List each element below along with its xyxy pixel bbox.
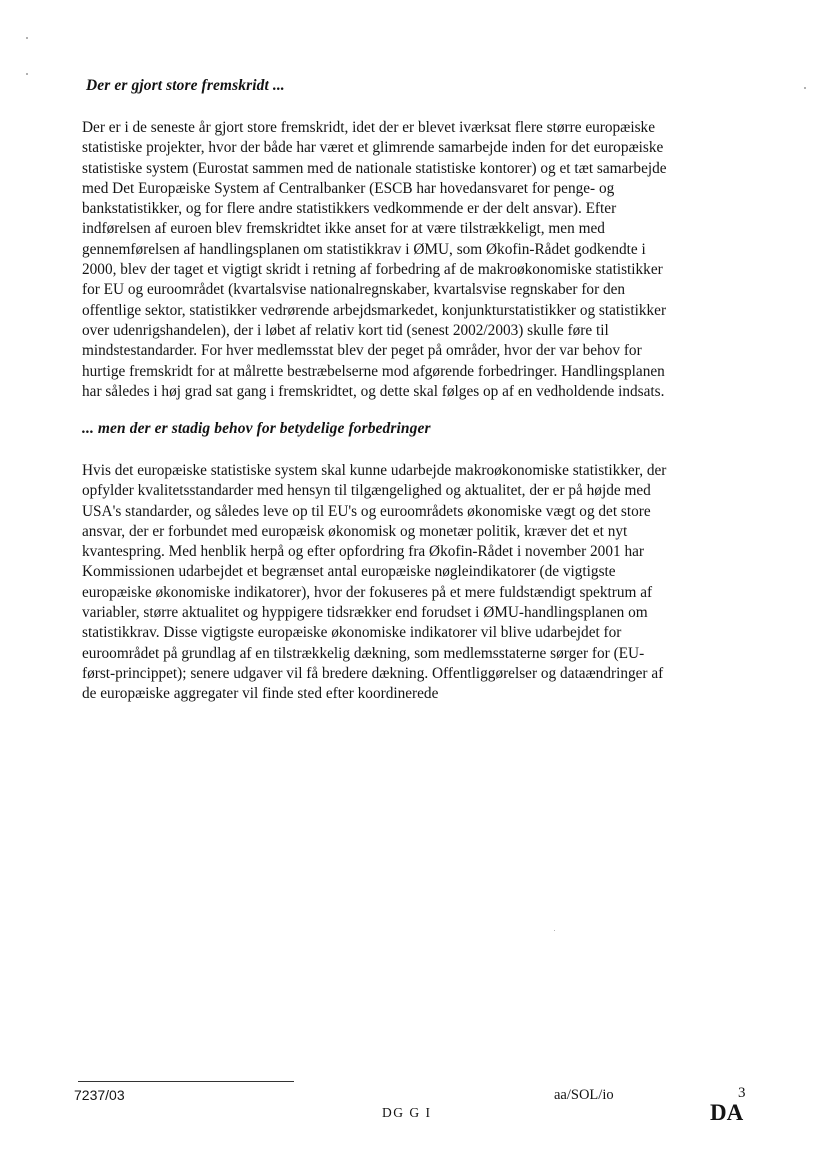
text-line: med Det Europæiske System af Centralbanker (ESCB har hovedansvaret for penge- og xyxy=(82,179,615,197)
text-line: Kommissionen udarbejdet et begrænset antal europæiske nøgleindikatorer (de vigtigste xyxy=(82,563,616,581)
section-heading-improvements: ... men der er stadig behov for betydelige forbedringer xyxy=(82,420,431,437)
text-line: hurtige fremskridt for at målrette bestræbelserne mod afgørende forbedringer. Handlingsplanen xyxy=(82,362,665,380)
text-line: europæiske økonomiske indikatorer), hvor der fokuseres på et mere fuldstændigt spektrum af xyxy=(82,583,653,601)
text-line: opfylder kvalitetsstandarder med hensyn til tilgængelighed og aktualitet, der er på højde med xyxy=(82,482,651,500)
text-line: først-princippet); senere udgaver vil få bredere dækning. Offentliggørelser og dataændringer af xyxy=(82,664,664,682)
text-line: Der er i de seneste år gjort store fremskridt, idet der er blevet iværksat flere større europæiske xyxy=(82,119,655,136)
paragraph-improvements xyxy=(82,461,762,705)
text-line: mindstestandarder. For hver medlemsstat blev der peget på områder, hvor der var behov for xyxy=(82,342,642,360)
text-line: statistikkrav. Disse vigtigste europæiske økonomiske indikatorer vil blive udarbejdet for xyxy=(82,624,622,642)
text-line: 2000, blev der taget et vigtigt skridt i retning af forbedring af de makroøkonomiske statistikker xyxy=(82,261,663,279)
text-line: indførelsen af euroen blev fremskridtet ikke anset for at være tilstrækkeligt, men med xyxy=(82,220,605,238)
text-line: Hvis det europæiske statistiske system skal kunne udarbejde makroøkonomiske statistikker, der xyxy=(82,462,667,479)
scan-speck xyxy=(26,73,28,75)
directorate-code: DG G I xyxy=(382,1105,432,1120)
text-line: for EU og euroområdet (kvartalsvise nationalregnskaber, kvartalsvise regnskaber for den xyxy=(82,281,626,299)
text-line: USA's standarder, og således leve op til EU's og euroområdets økonomiske vægt og det store xyxy=(82,502,651,520)
language-code: DA xyxy=(710,1100,744,1125)
text-line: statistiske system (Eurostat sammen med de nationale statistiske kontorer) og et tæt samarbejde xyxy=(82,159,667,177)
scan-speck xyxy=(804,87,806,89)
text-line: euroområdet på grundlag af en tilstrækkelig dækning, som medlemsstaterne sørger for (EU- xyxy=(82,644,645,662)
text-line: ansvar, der er forbundet med europæisk økonomisk og monetær politik, kræver det et nyt xyxy=(82,522,628,540)
text-line: bankstatistikker, og for flere andre statistikkers vedkommende er der delt ansvar). Efter xyxy=(82,200,617,218)
text-line: offentlige sektor, statistikker vedrørende arbejdsmarkedet, konjunkturstatistikker og statistikker xyxy=(82,301,667,319)
text-line: over udenrigshandelen), der i løbet af relativ kort tid (senest 2002/2003) skulle føre til xyxy=(82,321,609,339)
text-line: har således i høj grad sat gang i fremskridtet, og dette skal følges op af en vedholdende indsats. xyxy=(82,382,665,400)
text-line: variabler, større aktualitet og hyppigere tidsrækker end forudset i ØMU-handlingsplanen om xyxy=(82,604,648,622)
author-reference: aa/SOL/io xyxy=(554,1087,614,1103)
page-number: 3 xyxy=(738,1085,746,1101)
document-number: 7237/03 xyxy=(74,1087,125,1103)
paragraph-progress xyxy=(82,118,762,402)
text-line: kvantespring. Med henblik herpå og efter opfordring fra Økofin-Rådet i november 2001 har xyxy=(82,543,644,561)
text-line: gennemførelsen af handlingsplanen om statistikkrav i ØMU, som Økofin-Rådet godkendte i xyxy=(82,240,646,258)
scan-speck xyxy=(554,930,555,931)
footer-divider xyxy=(78,1081,294,1082)
scan-speck xyxy=(26,37,28,39)
text-line: de europæiske aggregater vil finde sted efter koordinerede xyxy=(82,685,439,703)
section-heading-progress: Der er gjort store fremskridt ... xyxy=(86,77,285,94)
text-line: statistiske projekter, hvor der både har været et glimrende samarbejde inden for det europæiske xyxy=(82,139,664,157)
